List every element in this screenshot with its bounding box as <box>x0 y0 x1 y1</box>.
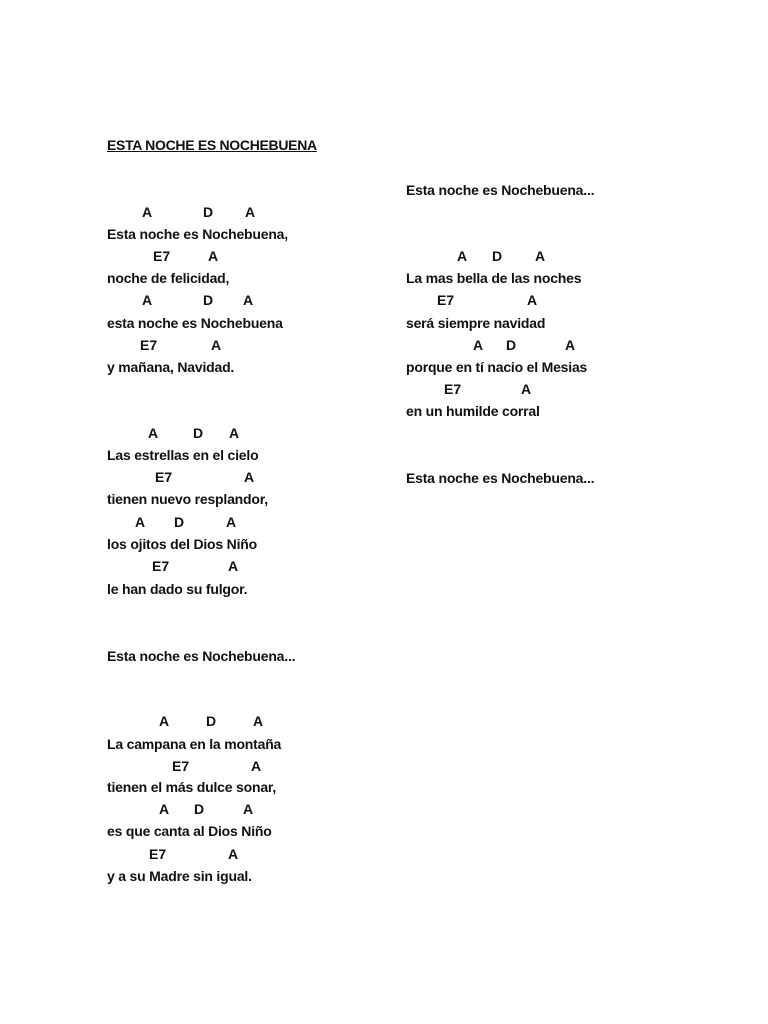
chord: A <box>457 248 468 264</box>
chord: A <box>135 514 146 530</box>
chord: D <box>203 292 214 308</box>
chord: A <box>244 469 255 485</box>
lyric-line: y mañana, Navidad. <box>107 359 235 375</box>
lyric-line: le han dado su fulgor. <box>107 581 248 597</box>
chord: D <box>194 801 205 817</box>
chord: A <box>159 713 170 729</box>
chord: A <box>226 514 237 530</box>
chord: A <box>211 337 222 353</box>
chord: A <box>243 292 254 308</box>
song-title: ESTA NOCHE ES NOCHEBUENA <box>107 137 317 153</box>
chord: E7 <box>153 248 171 264</box>
lyric-line: y a su Madre sin igual. <box>107 868 252 884</box>
chord: A <box>208 248 219 264</box>
chord: A <box>142 292 153 308</box>
chord: A <box>159 801 170 817</box>
chord: A <box>229 425 240 441</box>
lyric-line: en un humilde corral <box>406 403 540 419</box>
lyric-line: esta noche es Nochebuena <box>107 315 283 331</box>
chord: A <box>245 204 256 220</box>
chord: E7 <box>149 846 167 862</box>
chord: D <box>174 514 185 530</box>
lyric-line: es que canta al Dios Niño <box>107 823 272 839</box>
chord: D <box>506 337 517 353</box>
lyric-line: Esta noche es Nochebuena, <box>107 226 288 242</box>
chord: D <box>206 713 217 729</box>
chord: E7 <box>437 292 455 308</box>
lyric-line: Las estrellas en el cielo <box>107 447 259 463</box>
chorus-line: Esta noche es Nochebuena... <box>107 648 296 664</box>
chord: A <box>253 713 264 729</box>
lyric-line: La mas bella de las noches <box>406 270 582 286</box>
chord: E7 <box>140 337 158 353</box>
lyric-line: porque en tí nacio el Mesias <box>406 359 588 375</box>
chord: E7 <box>172 758 190 774</box>
lyric-line: La campana en la montaña <box>107 736 282 752</box>
chord: A <box>565 337 576 353</box>
chord: A <box>228 558 239 574</box>
lyric-line: noche de felicidad, <box>107 270 230 286</box>
chorus-line: Esta noche es Nochebuena... <box>406 470 595 486</box>
chord: E7 <box>444 381 462 397</box>
chord: A <box>521 381 532 397</box>
chord: A <box>535 248 546 264</box>
chord: D <box>203 204 214 220</box>
chord: D <box>193 425 204 441</box>
lyric-line: será siempre navidad <box>406 315 546 331</box>
chord: E7 <box>152 558 170 574</box>
chord: A <box>251 758 262 774</box>
lyric-line: los ojitos del Dios Niño <box>107 536 257 552</box>
chord: A <box>473 337 484 353</box>
chord: A <box>148 425 159 441</box>
chord: A <box>243 801 254 817</box>
chord: E7 <box>155 469 173 485</box>
chord: A <box>142 204 153 220</box>
lyric-line: tienen nuevo resplandor, <box>107 491 268 507</box>
lyric-line: tienen el más dulce sonar, <box>107 779 277 795</box>
chord: A <box>527 292 538 308</box>
chorus-line: Esta noche es Nochebuena... <box>406 182 595 198</box>
chord: A <box>228 846 239 862</box>
chord: D <box>492 248 503 264</box>
